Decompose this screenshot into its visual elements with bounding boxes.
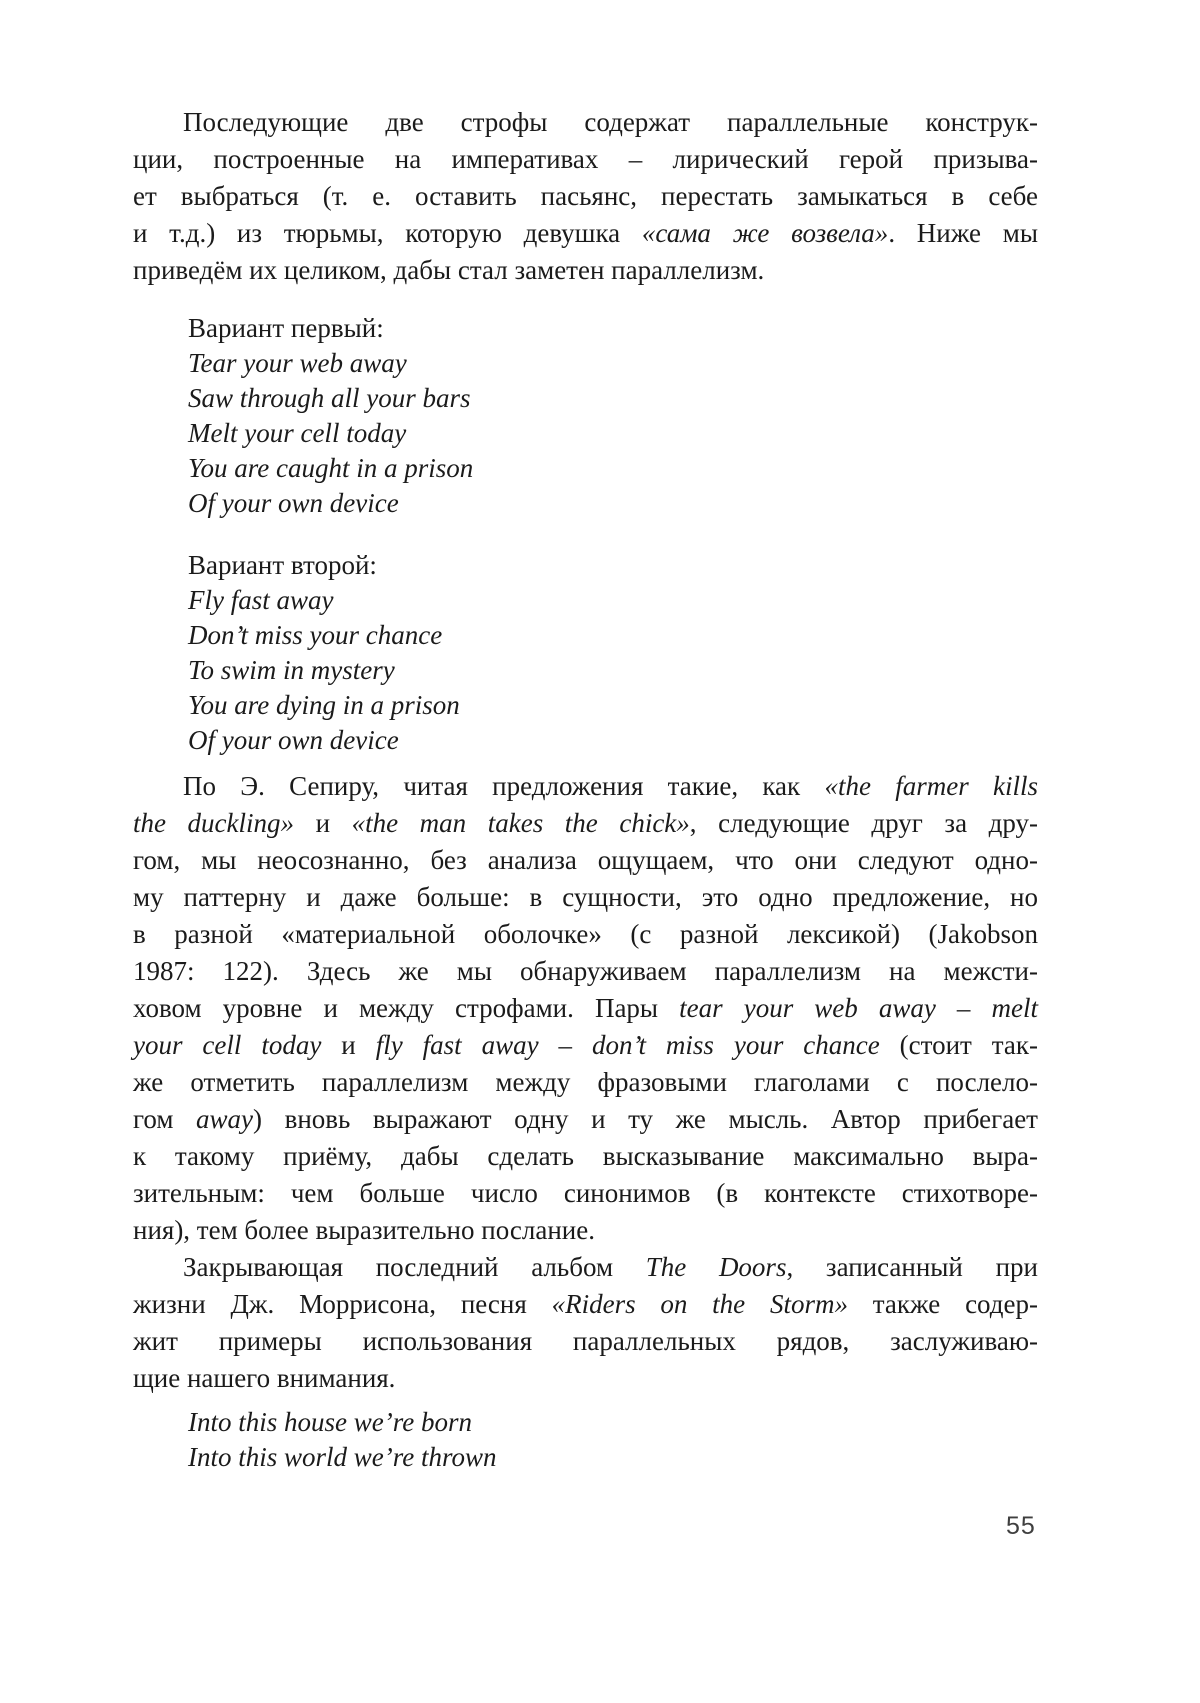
text-run: Закрывающая последний альбом: [183, 1252, 646, 1282]
text-line: [133, 768, 1038, 805]
text-run: The Doors: [645, 1252, 787, 1282]
text-run: жизни Дж. Моррисона, песня: [133, 1289, 552, 1319]
text-run: Of your own device: [188, 725, 399, 755]
page-number: 55: [1006, 1512, 1036, 1540]
text-run: ) вновь выражают одну и ту же мысль. Автор прибегает: [253, 1104, 1038, 1134]
text-run: Saw through all your bars: [188, 383, 471, 413]
text-line: [133, 1249, 1038, 1286]
verse-line: [188, 311, 1038, 346]
text-run: You are caught in a prison: [188, 453, 474, 483]
text-run: ет выбраться (т. е. оставить пасьянс, перестать замыкаться в себе: [133, 181, 1038, 211]
text-line: [133, 805, 1038, 842]
verse-line: [188, 723, 1038, 758]
text-line: [133, 842, 1038, 879]
verse-line: [188, 1405, 1038, 1440]
text-run: гом: [133, 1104, 197, 1134]
text-run: ции, построенные на императивах – лирический герой призыва-: [133, 144, 1038, 174]
text-run: и: [321, 1030, 376, 1060]
text-run: му паттерну и даже больше: в сущности, это одно предложение, но: [133, 882, 1038, 912]
text-run: приведём их целиком, дабы стал заметен параллелизм.: [133, 255, 765, 285]
verse-block: [133, 548, 1038, 758]
text-run: Melt your cell today: [188, 418, 407, 448]
text-line: [133, 1175, 1038, 1212]
verse-block: [133, 311, 1038, 521]
text-run: the duckling»: [133, 808, 295, 838]
paragraph: [133, 1249, 1038, 1397]
verse-line: [188, 688, 1038, 723]
text-run: гом, мы неосознанно, без анализа ощущаем, что они следуют одно-: [133, 845, 1038, 875]
text-run: . Ниже мы: [888, 218, 1038, 248]
text-run: your cell today: [133, 1030, 322, 1060]
text-run: away: [196, 1104, 254, 1134]
verse-line: [188, 416, 1038, 451]
text-run: «the man takes the chick»: [351, 808, 690, 838]
text-line: [133, 252, 1038, 289]
text-line: [133, 1286, 1038, 1323]
text-run: зительным: чем больше число синонимов (в контексте стихотворе-: [133, 1178, 1038, 1208]
text-line: [133, 953, 1038, 990]
paragraph: [133, 104, 1038, 289]
text-run: , следующие друг за дру-: [689, 808, 1039, 838]
text-line: [133, 215, 1038, 252]
text-line: [133, 1027, 1038, 1064]
verse-line: [188, 583, 1038, 618]
text-run: ния), тем более выразительно послание.: [133, 1215, 595, 1245]
text-line: [133, 1323, 1038, 1360]
text-run: «Riders on the Storm»: [551, 1289, 848, 1319]
text-line: [133, 1138, 1038, 1175]
text-run: To swim in mystery: [188, 655, 395, 685]
text-run: также содер-: [847, 1289, 1038, 1319]
text-run: tear your web away – melt: [679, 993, 1038, 1023]
text-run: жит примеры использования параллельных рядов, заслуживаю-: [133, 1326, 1038, 1356]
text-run: Of your own device: [188, 488, 399, 518]
text-run: в разной «материальной оболочке» (с разной лексикой) (Jakobson: [133, 919, 1038, 949]
text-run: Вариант первый:: [188, 313, 384, 343]
verse-line: [188, 381, 1038, 416]
text-line: [133, 879, 1038, 916]
text-run: и: [294, 808, 352, 838]
verse-line: [188, 1440, 1038, 1475]
paragraph: [133, 768, 1038, 1249]
text-run: Don’t miss your chance: [188, 620, 443, 650]
text-line: [133, 1212, 1038, 1249]
text-run: , записанный при: [786, 1252, 1038, 1282]
text-run: 1987: 122). Здесь же мы обнаруживаем параллелизм на межсти-: [133, 956, 1038, 986]
text-run: и т.д.) из тюрьмы, которую девушка: [133, 218, 642, 248]
text-line: [133, 178, 1038, 215]
text-line: [133, 1101, 1038, 1138]
text-run: же отметить параллелизм между фразовыми глаголами с послело-: [133, 1067, 1038, 1097]
text-line: [133, 1064, 1038, 1101]
text-line: [133, 916, 1038, 953]
text-run: Последующие две строфы содержат параллельные конструк-: [183, 107, 1038, 137]
verse-line: [188, 486, 1038, 521]
text-column: [133, 0, 1038, 1475]
verse-line: [188, 618, 1038, 653]
text-run: Into this house we’re born: [188, 1407, 472, 1437]
verse-line: [188, 451, 1038, 486]
text-run: щие нашего внимания.: [133, 1363, 396, 1393]
text-run: Fly fast away: [188, 585, 334, 615]
text-run: You are dying in a prison: [188, 690, 460, 720]
text-run: Вариант второй:: [188, 550, 377, 580]
text-run: «сама же возвела»: [641, 218, 889, 248]
text-line: [133, 104, 1038, 141]
verse-block: [133, 1405, 1038, 1475]
text-run: fly fast away – don’t miss your chance: [375, 1030, 880, 1060]
text-run: ховом уровне и между строфами. Пары: [133, 993, 680, 1023]
text-line: [133, 990, 1038, 1027]
text-run: Tear your web away: [188, 348, 407, 378]
text-run: Into this world we’re thrown: [188, 1442, 497, 1472]
text-run: «the farmer kills: [824, 771, 1038, 801]
text-line: [133, 141, 1038, 178]
text-run: к такому приёму, дабы сделать высказывание максимально выра-: [133, 1141, 1038, 1171]
text-run: (стоит так-: [879, 1030, 1039, 1060]
text-line: [133, 1360, 1038, 1397]
verse-line: [188, 653, 1038, 688]
verse-line: [188, 548, 1038, 583]
verse-line: [188, 346, 1038, 381]
text-run: По Э. Сепиру, читая предложения такие, как: [183, 771, 825, 801]
